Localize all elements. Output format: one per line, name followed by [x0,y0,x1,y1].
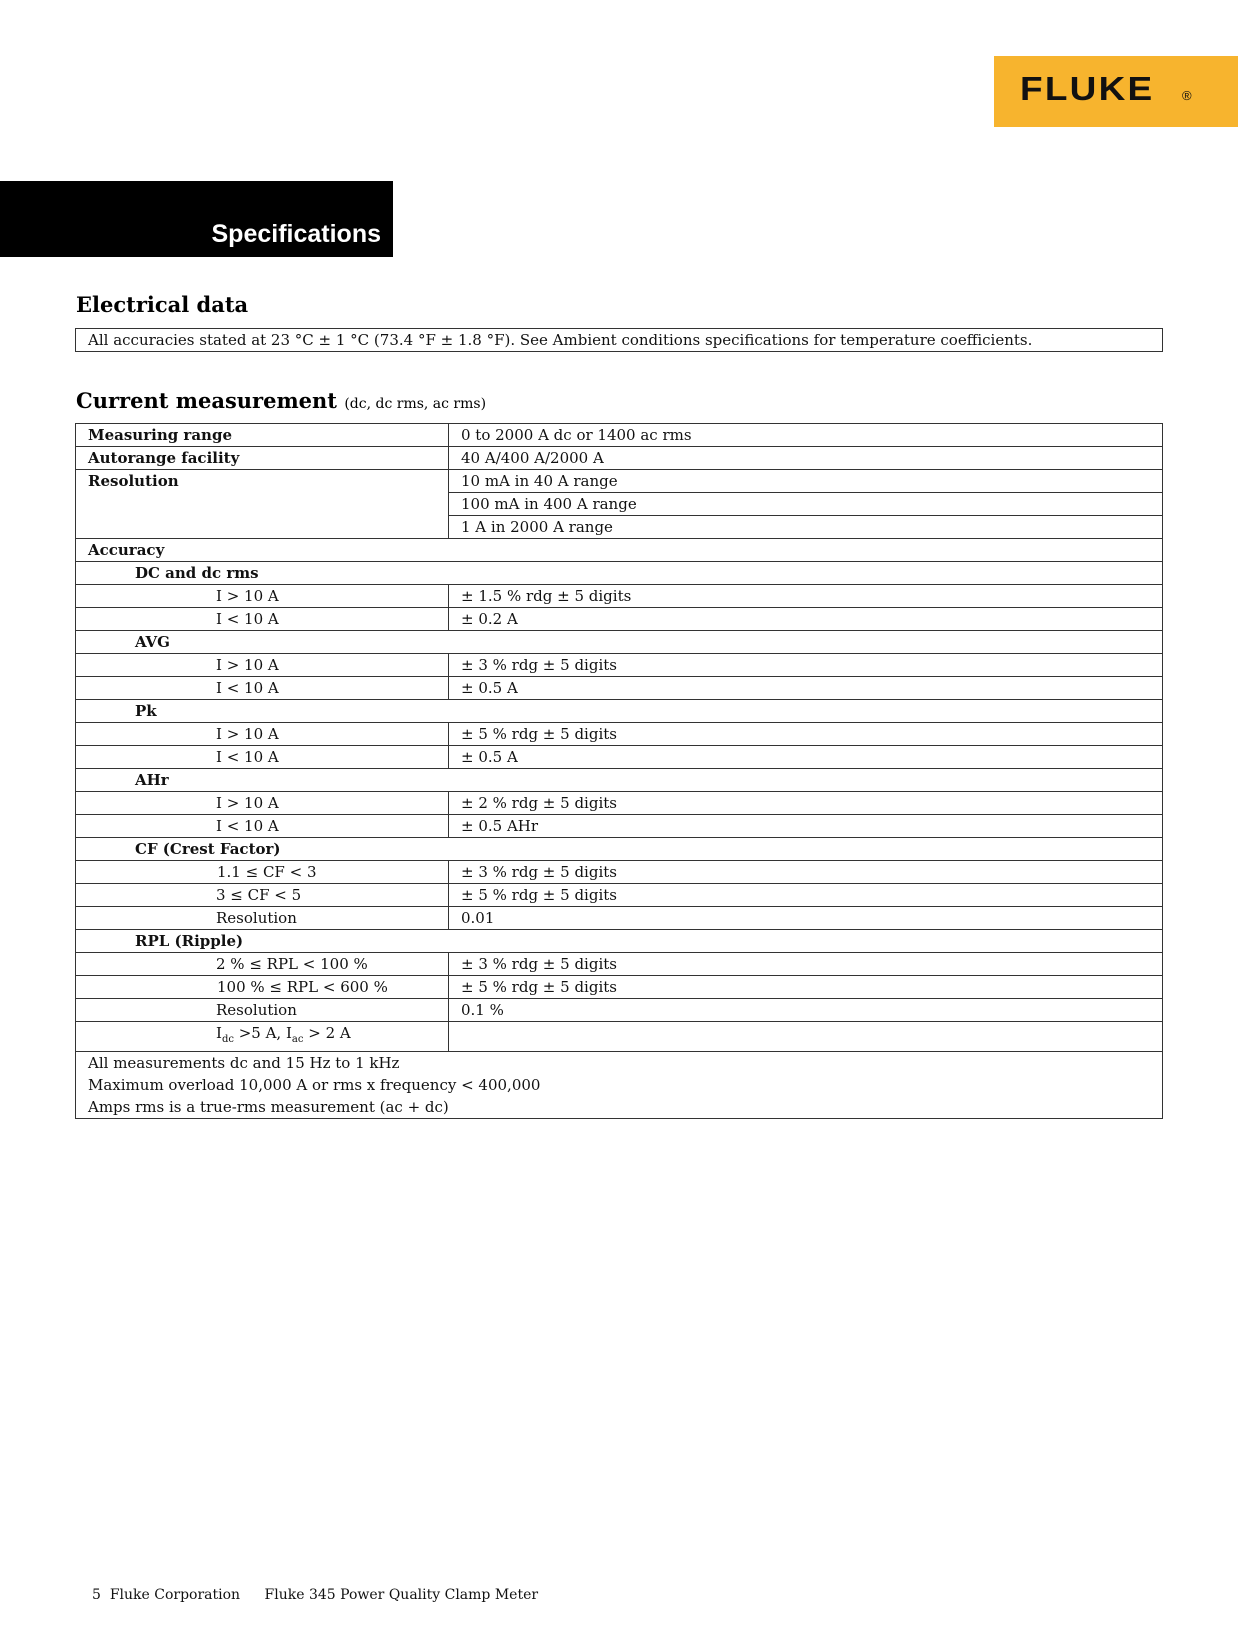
condition-cell: 3 ≤ CF < 5 [76,884,449,907]
current-measurement-heading [76,388,486,413]
group-header: Pk [76,700,1163,723]
table-row [76,585,1163,608]
note-line: All measurements dc and 15 Hz to 1 kHz [88,1054,400,1072]
condition-cell: I < 10 A [76,815,449,838]
banner-title: Specifications [211,220,381,248]
spec-value: ± 1.5 % rdg ± 5 digits [449,585,1163,608]
logo-wordmark: FLUKE [1020,70,1155,107]
section-banner [0,181,393,257]
table-row [76,447,1163,470]
table-row [76,861,1163,884]
empty-cell [449,1022,1163,1052]
table-row [76,539,1163,562]
table-row [76,677,1163,700]
group-header: DC and dc rms [76,562,1163,585]
spec-value: 10 mA in 40 A range [449,470,1163,493]
table-row [76,723,1163,746]
table-row [76,953,1163,976]
page-number: 5 [92,1587,101,1603]
table-row [76,815,1163,838]
group-header: AHr [76,769,1163,792]
table-row [76,838,1163,861]
spec-value: 0 to 2000 A dc or 1400 ac rms [449,424,1163,447]
table-row [76,1052,1163,1119]
footer-company: Fluke Corporation [109,1587,241,1603]
spec-label: Measuring range [76,424,449,447]
table-row [76,470,1163,493]
page-footer [92,1587,538,1603]
spec-value: 100 mA in 400 A range [449,493,1163,516]
spec-value: ± 5 % rdg ± 5 digits [449,976,1163,999]
condition-cell: 100 % ≤ RPL < 600 % [76,976,449,999]
spec-value: ± 3 % rdg ± 5 digits [449,953,1163,976]
spec-label: Resolution [76,470,449,539]
table-row [76,608,1163,631]
table-row [76,769,1163,792]
condition-cell: I > 10 A [76,792,449,815]
ripple-condition-cell: $I_{dc} >5$ A, $I_{ac} > 2$ A [76,1022,449,1052]
spec-value: ± 3 % rdg ± 5 digits [449,861,1163,884]
spec-value: 0.01 [449,907,1163,930]
condition-cell: Resolution [76,907,449,930]
spec-value: 1 A in 2000 A range [449,516,1163,539]
condition-cell: I < 10 A [76,746,449,769]
condition-cell: Resolution [76,999,449,1022]
table-row [76,884,1163,907]
table-row [76,792,1163,815]
condition-cell: I > 10 A [76,585,449,608]
table-row [76,746,1163,769]
spec-value: ± 0.5 A [449,677,1163,700]
table-row [76,562,1163,585]
table-row [76,976,1163,999]
spec-value: ± 5 % rdg ± 5 digits [449,723,1163,746]
note-line: Maximum overload 10,000 A or rms x frequency < 400,000 [88,1076,541,1094]
table-row [76,1022,1163,1052]
spec-value: ± 0.5 AHr [449,815,1163,838]
condition-cell: I > 10 A [76,654,449,677]
fluke-logo [994,56,1238,127]
electrical-note: All accuracies stated at 23 °C ± 1 °C (73.4 °F ± 1.8 °F). See Ambient conditions specifications for temperature coefficients. [75,328,1163,352]
group-header: CF (Crest Factor) [76,838,1163,861]
condition-cell: I > 10 A [76,723,449,746]
group-header: RPL (Ripple) [76,930,1163,953]
table-row [76,930,1163,953]
condition-cell: I < 10 A [76,608,449,631]
notes-cell [76,1052,1163,1119]
spec-value: 0.1 % [449,999,1163,1022]
current-spec-table [75,423,1163,1119]
table-row [76,631,1163,654]
spec-value: ± 0.5 A [449,746,1163,769]
spec-value: 40 A/400 A/2000 A [449,447,1163,470]
table-row [76,907,1163,930]
spec-value: ± 2 % rdg ± 5 digits [449,792,1163,815]
condition-cell: 2 % ≤ RPL < 100 % [76,953,449,976]
table-row [76,999,1163,1022]
spec-value: ± 0.2 A [449,608,1163,631]
table-row [76,654,1163,677]
accuracy-header: Accuracy [76,539,1163,562]
table-row [76,424,1163,447]
footer-product: Fluke 345 Power Quality Clamp Meter [264,1587,539,1603]
electrical-data-heading: Electrical data [76,292,249,317]
note-line: Amps rms is a true-rms measurement (ac + dc) [88,1098,449,1116]
current-heading-text: Current measurement [76,388,338,413]
spec-label: Autorange facility [76,447,449,470]
condition-cell: I < 10 A [76,677,449,700]
table-row [76,700,1163,723]
spec-value: ± 5 % rdg ± 5 digits [449,884,1163,907]
condition-cell: 1.1 ≤ CF < 3 [76,861,449,884]
registered-mark: ® [1182,88,1192,103]
group-header: AVG [76,631,1163,654]
spec-value: ± 3 % rdg ± 5 digits [449,654,1163,677]
current-subheading: (dc, dc rms, ac rms) [344,396,487,412]
